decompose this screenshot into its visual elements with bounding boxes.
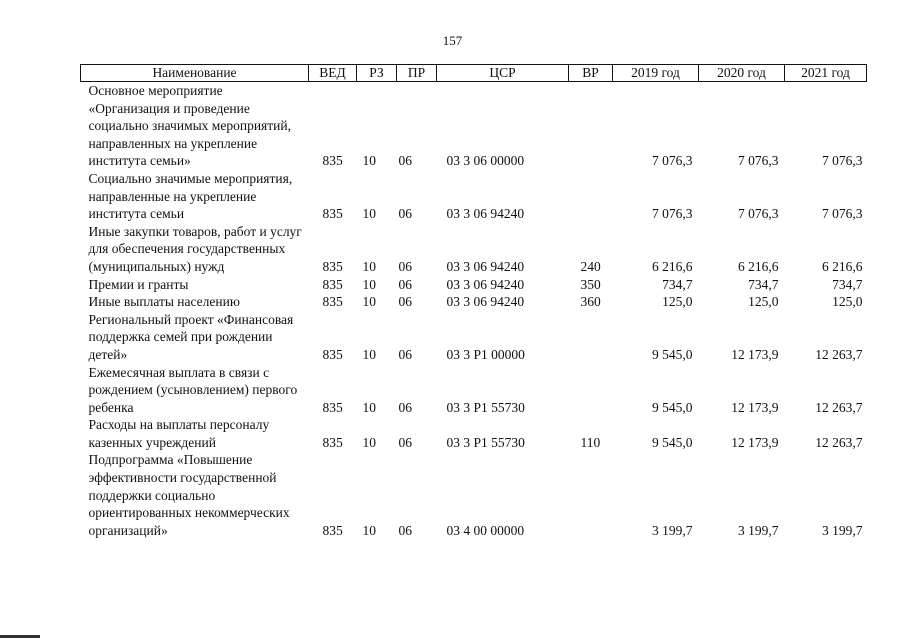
cell-2021: 6 216,6: [822, 258, 863, 274]
cell-name: Ежемесячная выплата в связи с рождением (усыновлением) первого ребенка: [88, 364, 298, 415]
cell-2021: 7 076,3: [822, 206, 863, 222]
cell-csr: 03 3 06 94240: [446, 276, 525, 292]
cell-ved: 835: [322, 206, 343, 222]
cell-pr: 06: [398, 206, 412, 222]
cell-pr: 06: [398, 294, 412, 310]
cell-ved: 835: [322, 294, 343, 310]
cell-name: Региональный проект «Финансовая поддержка семей при рождении детей»: [88, 311, 294, 362]
cell-pr: 06: [398, 258, 412, 274]
cell-name: Основное мероприятие «Организация и проведение социально значимых мероприятий, направленных на укрепление института семьи»: [88, 83, 291, 169]
cell-rz: 10: [362, 346, 376, 362]
cell-2020: 7 076,3: [738, 206, 779, 222]
cell-2021: 12 263,7: [815, 434, 863, 450]
cell-2020: 125,0: [748, 294, 779, 310]
cell-csr: 03 3 P1 55730: [446, 399, 525, 415]
table-row: [81, 170, 867, 223]
cell-rz: 10: [362, 294, 376, 310]
cell-vr: 360: [580, 294, 601, 310]
cell-2019: 6 216,6: [652, 258, 693, 274]
cell-name: Премии и гранты: [88, 276, 189, 292]
cell-ved: 835: [322, 434, 343, 450]
cell-rz: 10: [362, 434, 376, 450]
cell-2020: 3 199,7: [738, 522, 779, 538]
header-2019: 2019 год: [613, 65, 699, 82]
cell-2020: 12 173,9: [731, 399, 779, 415]
cell-name: Социально значимые мероприятия, направленные на укрепление института семьи: [88, 170, 293, 222]
cell-vr: [569, 364, 613, 417]
cell-pr: 06: [398, 346, 412, 362]
cell-name: Иные выплаты населению: [88, 294, 240, 310]
cell-2019: 734,7: [662, 276, 693, 292]
table-row: [81, 293, 867, 311]
header-pr: ПР: [397, 65, 437, 82]
table-row: [81, 364, 867, 417]
page-number: 157: [442, 33, 463, 48]
cell-vr: 350: [580, 276, 601, 292]
cell-pr: 06: [398, 153, 412, 169]
scan-edge-mark: [0, 635, 40, 638]
cell-rz: 10: [362, 276, 376, 292]
cell-2020: 12 173,9: [731, 346, 779, 362]
cell-csr: 03 3 06 94240: [446, 294, 525, 310]
cell-vr: [569, 170, 613, 223]
cell-pr: 06: [398, 522, 412, 538]
cell-rz: 10: [362, 399, 376, 415]
cell-ved: 835: [322, 153, 343, 169]
cell-2020: 7 076,3: [738, 153, 779, 169]
cell-2020: 734,7: [748, 276, 779, 292]
header-name: Наименование: [81, 65, 309, 82]
cell-2019: 7 076,3: [652, 206, 693, 222]
budget-table: [80, 64, 867, 539]
cell-vr: [569, 451, 613, 539]
cell-2021: 3 199,7: [822, 522, 863, 538]
cell-pr: 06: [398, 434, 412, 450]
table-row: [81, 223, 867, 276]
cell-csr: 03 3 06 00000: [446, 153, 525, 169]
cell-pr: 06: [398, 399, 412, 415]
cell-2019: 9 545,0: [652, 346, 693, 362]
cell-vr: 240: [580, 258, 601, 274]
table-body: [81, 82, 867, 540]
cell-csr: 03 3 P1 00000: [446, 346, 525, 362]
cell-csr: 03 3 P1 55730: [446, 434, 525, 450]
table-row: [81, 82, 867, 170]
table-row: [81, 311, 867, 364]
header-csr: ЦСР: [437, 65, 569, 82]
header-ved: ВЕД: [309, 65, 357, 82]
cell-name: Иные закупки товаров, работ и услуг для обеспечения государственных (муниципальных) нужд: [88, 223, 302, 274]
cell-rz: 10: [362, 522, 376, 538]
table-row: [81, 451, 867, 539]
cell-2021: 7 076,3: [822, 153, 863, 169]
cell-2021: 12 263,7: [815, 346, 863, 362]
cell-vr: [569, 311, 613, 364]
cell-2019: 3 199,7: [652, 522, 693, 538]
header-2021: 2021 год: [785, 65, 867, 82]
cell-name: Расходы на выплаты персоналу казенных учреждений: [88, 417, 270, 450]
cell-2019: 9 545,0: [652, 399, 693, 415]
cell-csr: 03 4 00 00000: [446, 522, 525, 538]
cell-2021: 734,7: [832, 276, 863, 292]
cell-name: Подпрограмма «Повышение эффективности государственной поддержки социально ориентированных некоммерческих организаций»: [88, 452, 290, 538]
cell-2021: 125,0: [832, 294, 863, 310]
cell-vr: [569, 82, 613, 170]
cell-2019: 9 545,0: [652, 434, 693, 450]
cell-ved: 835: [322, 346, 343, 362]
cell-2019: 125,0: [662, 294, 693, 310]
cell-pr: 06: [398, 276, 412, 292]
cell-ved: 835: [322, 258, 343, 274]
cell-2019: 7 076,3: [652, 153, 693, 169]
cell-ved: 835: [322, 522, 343, 538]
table-row: [81, 276, 867, 294]
cell-rz: 10: [362, 258, 376, 274]
cell-rz: 10: [362, 153, 376, 169]
table-header-row: [81, 65, 867, 82]
header-rz: РЗ: [357, 65, 397, 82]
cell-vr: 110: [580, 434, 601, 450]
cell-csr: 03 3 06 94240: [446, 206, 525, 222]
cell-csr: 03 3 06 94240: [446, 258, 525, 274]
cell-ved: 835: [322, 276, 343, 292]
table-row: [81, 416, 867, 451]
cell-rz: 10: [362, 206, 376, 222]
header-2020: 2020 год: [699, 65, 785, 82]
cell-ved: 835: [322, 399, 343, 415]
cell-2021: 12 263,7: [815, 399, 863, 415]
header-vr: ВР: [569, 65, 613, 82]
cell-2020: 12 173,9: [731, 434, 779, 450]
cell-2020: 6 216,6: [738, 258, 779, 274]
